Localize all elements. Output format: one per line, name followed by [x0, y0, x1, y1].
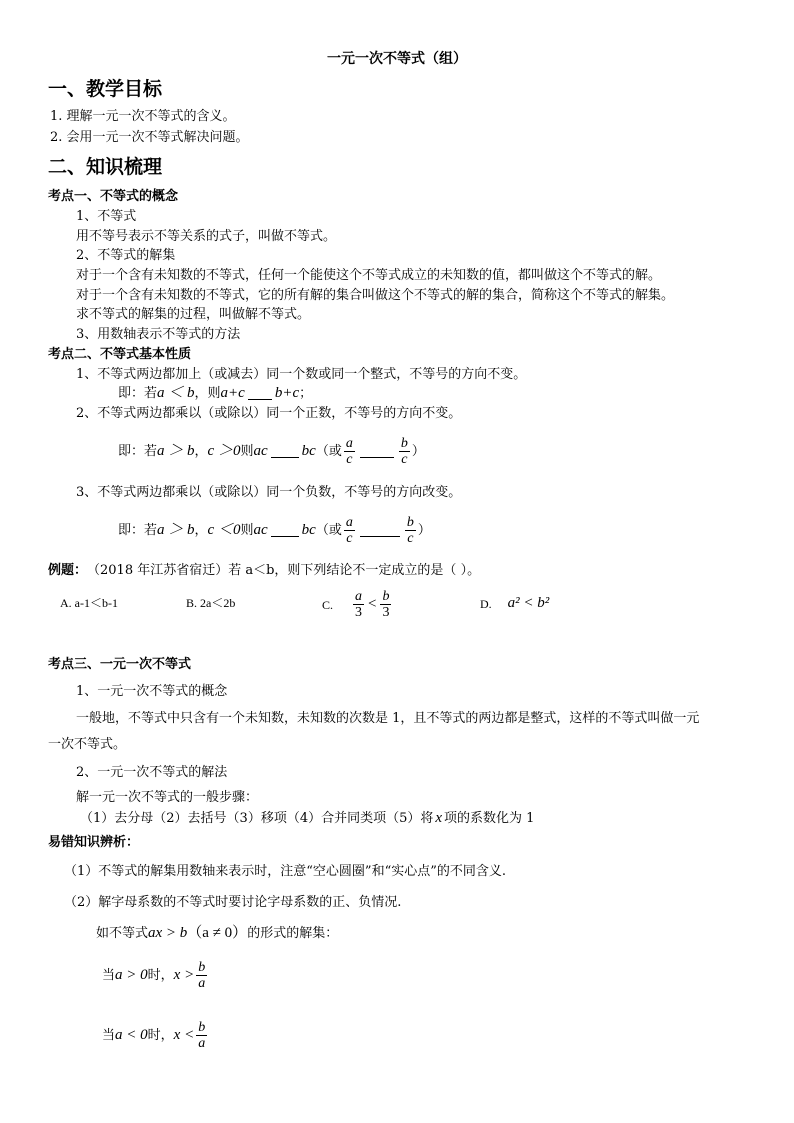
case-positive — [102, 960, 209, 991]
ex2-or: （或 — [315, 444, 342, 459]
option-d-expr: a² < b² — [507, 595, 550, 611]
objective-item-2: 2. 会用一元一次不等式解决问题。 — [50, 130, 249, 145]
section-heading-objectives: 一、教学目标 — [48, 78, 163, 100]
case-negative — [102, 1020, 209, 1051]
frac-numerator: a — [345, 515, 353, 530]
case-negative-cond: a < 0 — [115, 1027, 148, 1043]
ex2-fraction-a-over-c — [344, 436, 355, 467]
ex3-or: （或 — [315, 523, 342, 538]
example-problem — [48, 564, 480, 577]
option-a: A. a-1＜b-1 — [60, 596, 118, 610]
kp3-line-1: 1、一元一次不等式的概念 — [76, 684, 228, 699]
frac-denominator: a — [198, 1036, 206, 1051]
frac-denominator: c — [407, 531, 414, 546]
ex3-frac-answer-blank — [360, 524, 400, 537]
ex1-then: ，则 — [194, 386, 221, 401]
example-text: （2018 年江苏省宿迁）若 a＜b，则下列结论不一定成立的是（ ）。 — [87, 563, 481, 578]
ex1-left: a+c — [220, 385, 245, 401]
ex2-cond-a-b: a ＞ b — [157, 443, 195, 459]
kp1-line-6: 求不等式的解集的过程，叫做解不等式。 — [76, 307, 311, 322]
frac-denominator: c — [346, 531, 353, 546]
kp3-title: 考点三、一元一次不等式 — [48, 657, 192, 672]
error-item-2: （2）解字母系数的不等式时要讨论字母系数的正、负情况. — [64, 895, 402, 910]
kp1-line-1: 1、不等式 — [76, 209, 137, 224]
ex3-left: ac — [253, 522, 268, 538]
ex3-comma: ， — [194, 523, 208, 538]
case-positive-cond: a > 0 — [115, 967, 148, 983]
steps-variable-x: x — [435, 810, 443, 826]
case-positive-ineq: x > — [173, 967, 195, 983]
kp1-line-3: 2、不等式的解集 — [76, 248, 176, 263]
ex2-then: 则 — [240, 444, 254, 459]
kp2-example-3 — [118, 515, 431, 546]
steps-text: （1）去分母（2）去括号（3）移项（4）合并同类项（5）将 — [80, 811, 434, 826]
frac-numerator: b — [382, 589, 390, 604]
frac-numerator: b — [406, 515, 414, 530]
ex3-prefix: 即：若 — [118, 523, 158, 538]
ex1-prefix: 即：若 — [118, 386, 158, 401]
case-negative-pre: 当 — [102, 1028, 116, 1043]
error-item-1: （1）不等式的解集用数轴来表示时，注意“空心圆圈”和“实心点”的不同含义. — [64, 864, 506, 879]
ex2-fraction-b-over-c — [399, 436, 410, 467]
kp2-property-3: 3、不等式两边都乘以（或除以）同一个负数，不等号的方向改变。 — [76, 485, 462, 500]
frac-numerator: b — [198, 1020, 206, 1035]
option-c-label: C. — [322, 597, 334, 612]
kp3-line-4: 解一元一次不等式的一般步骤： — [76, 790, 259, 805]
frac-denominator: a — [198, 976, 206, 991]
kp1-line-2: 用不等号表示不等关系的式子，叫做不等式。 — [76, 229, 337, 244]
frac-denominator: 3 — [382, 605, 390, 620]
kp2-example-2 — [118, 436, 425, 467]
option-d — [480, 596, 549, 611]
ex1-answer-blank — [248, 387, 272, 400]
frac-numerator: b — [400, 436, 408, 451]
error-example-cond: （a ≠ 0） — [187, 925, 248, 941]
error-example-expr: ax > b — [148, 925, 188, 941]
option-c-operator: < — [368, 596, 377, 612]
case-negative-fraction — [196, 1020, 207, 1051]
kp1-line-4: 对于一个含有未知数的不等式，任何一个能使这个不等式成立的未知数的值，都叫做这个不等式的解。 — [76, 268, 662, 283]
kp2-property-2: 2、不等式两边都乘以（或除以）同一个正数，不等号的方向不变。 — [76, 406, 462, 421]
frac-denominator: c — [401, 452, 408, 467]
frac-numerator: b — [198, 960, 206, 975]
ex3-close: ） — [417, 523, 431, 538]
case-negative-mid: 时， — [147, 1028, 174, 1043]
example-label: 例题： — [48, 563, 88, 578]
ex3-right: bc — [301, 522, 316, 538]
kp1-line-5: 对于一个含有未知数的不等式，它的所有解的集合叫做这个不等式的解的集合，简称这个不等式的解集。 — [76, 288, 675, 303]
case-negative-ineq: x < — [173, 1027, 195, 1043]
case-positive-mid: 时， — [147, 968, 174, 983]
kp3-line-2b: 一次不等式。 — [48, 737, 127, 752]
objective-item-1: 1. 理解一元一次不等式的含义。 — [50, 109, 236, 124]
ex3-fraction-a-over-c — [344, 515, 355, 546]
option-b: B. 2a＜2b — [186, 596, 236, 610]
errors-title: 易错知识辨析： — [48, 835, 140, 850]
ex2-answer-blank — [271, 445, 299, 458]
kp3-line-5 — [80, 811, 534, 826]
kp2-example-1 — [118, 386, 312, 401]
frac-denominator: 3 — [355, 605, 363, 620]
ex2-left: ac — [253, 443, 268, 459]
error-example-post: 的形式的解集： — [247, 926, 339, 941]
kp3-line-2a: 一般地，不等式中只含有一个未知数，未知数的次数是 1，且不等式的两边都是整式，这样的不等式叫做一元 — [76, 711, 700, 726]
kp1-line-7: 3、用数轴表示不等式的方法 — [76, 327, 241, 342]
option-c — [322, 589, 393, 620]
kp1-title: 考点一、不等式的概念 — [48, 189, 179, 204]
ex1-end: ； — [299, 386, 313, 401]
section-heading-knowledge: 二、知识梳理 — [48, 156, 163, 178]
option-c-frac-b — [380, 589, 391, 620]
page-title: 一元一次不等式（组） — [327, 51, 467, 67]
ex3-fraction-b-over-c — [405, 515, 416, 546]
option-c-frac-a — [353, 589, 364, 620]
ex2-cond-c: c ＞0 — [207, 443, 241, 459]
ex3-then: 则 — [240, 523, 254, 538]
kp2-title: 考点二、不等式基本性质 — [48, 347, 192, 362]
frac-numerator: a — [355, 589, 363, 604]
error-example-pre: 如不等式 — [96, 926, 149, 941]
ex3-cond-c: c ＜0 — [207, 522, 241, 538]
ex3-cond-a-b: a ＞ b — [157, 522, 195, 538]
ex2-frac-answer-blank — [360, 445, 394, 458]
kp2-property-1: 1、不等式两边都加上（或减去）同一个数或同一个整式，不等号的方向不变。 — [76, 367, 527, 382]
ex2-right: bc — [301, 443, 316, 459]
frac-denominator: c — [346, 452, 353, 467]
case-positive-pre: 当 — [102, 968, 116, 983]
ex3-answer-blank — [271, 524, 299, 537]
error-example — [96, 926, 338, 941]
kp3-line-3: 2、一元一次不等式的解法 — [76, 765, 228, 780]
ex2-prefix: 即：若 — [118, 444, 158, 459]
option-d-label: D. — [480, 596, 492, 611]
frac-numerator: a — [345, 436, 353, 451]
ex1-right: b+c — [274, 385, 300, 401]
ex2-close: ） — [411, 444, 425, 459]
steps-text-end: 项的系数化为 1 — [444, 811, 535, 826]
ex2-comma: ， — [194, 444, 208, 459]
case-positive-fraction — [196, 960, 207, 991]
ex1-condition: a ＜ b — [157, 385, 195, 401]
